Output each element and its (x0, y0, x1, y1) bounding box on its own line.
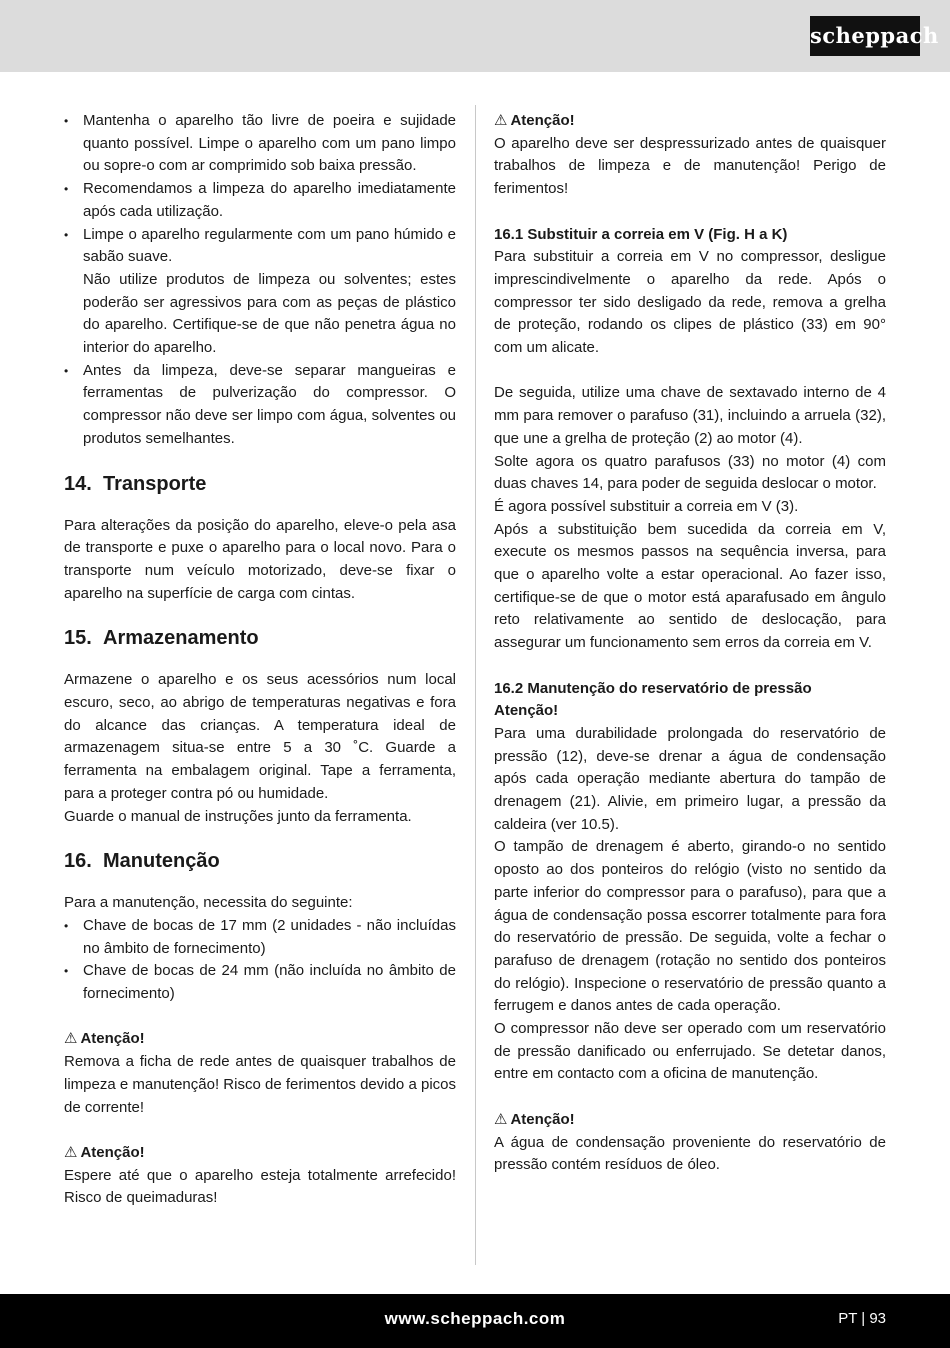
subsection-heading-tank: 16.2 Manutenção do reservatório de pressão (494, 679, 812, 697)
right-column (494, 110, 886, 1177)
vbelt-paragraph: É agora possível substituir a correia em V (3). (494, 497, 799, 515)
section-heading-storage (64, 625, 456, 651)
warning-text: Espere até que o aparelho esteja totalmente arrefecido! Risco de queimaduras! (64, 1166, 456, 1207)
page-number: PT | 93 (838, 1310, 886, 1327)
section-title: Armazenamento (103, 627, 259, 650)
maintenance-intro: Para a manutenção, necessita do seguinte: (64, 894, 353, 912)
subsection-heading-vbelt: 16.1 Substituir a correia em V (Fig. H a K) (494, 225, 788, 243)
warning-label: Atenção! (510, 1110, 575, 1128)
warning-heading (494, 1109, 886, 1132)
tank-paragraph: Para uma durabilidade prolongada do reservatório de pressão (12), deve-se drenar a água de condensação após cada operação mediante abertura do tampão de drenagem (21). Alivie, em primeiro lugar, a pressão da caldeira (ver 10.5). (494, 724, 886, 833)
warning-triangle-icon: ⚠ (64, 1143, 78, 1161)
section-number: 16. (64, 850, 92, 873)
section-heading-transport (64, 471, 456, 497)
warning-heading (494, 110, 886, 133)
section-number: 15. (64, 627, 92, 650)
storage-text: Armazene o aparelho e os seus acessórios num local escuro, seco, ao abrigo de temperaturas negativas e fora do alcance das crianças. A temperatura ideal de armazenagem situa-se entre 5 a 30 ˚C. Guarde a ferramenta na embalagem original. Tape a ferramenta, para a proteger contra pó ou humidade. (64, 671, 456, 802)
warning-label: Atenção! (494, 702, 559, 720)
cleaning-bullets-last (64, 360, 456, 451)
footer-url[interactable]: www.scheppach.com (384, 1309, 566, 1328)
storage-text-2: Guarde o manual de instruções junto da ferramenta. (64, 807, 412, 825)
vbelt-paragraph: Após a substituição bem sucedida da correia em V, execute os mesmos passos na sequência inversa, para que o aparelho volte a estar operacional. Ao fazer isso, certifique-se de que o motor está aparafusado em ângulo reto relativamente ao sentido de deslocação, para assegurar um funcionamento sem erros da correia em V. (494, 520, 886, 652)
warning-label: Atenção! (80, 1143, 145, 1161)
vbelt-paragraph: Solte agora os quatro parafusos (33) no motor (4) com duas chaves 14, para poder de seguida deslocar o motor. (494, 452, 886, 493)
section-heading-maintenance (64, 848, 456, 874)
warning-heading (64, 1142, 456, 1165)
tools-bullets (64, 915, 456, 1006)
header-band (0, 0, 950, 72)
section-title: Manutenção (103, 850, 220, 873)
warning-triangle-icon: ⚠ (64, 1030, 78, 1048)
warning-text: O aparelho deve ser despressurizado antes de quaisquer trabalhos de limpeza e de manutenção! Perigo de ferimentos! (494, 134, 886, 198)
list-item: • Recomendamos a limpeza do aparelho imediatamente após cada utilização. (64, 178, 456, 223)
left-column (64, 110, 456, 1210)
list-item: • Mantenha o aparelho tão livre de poeira e sujidade quanto possível. Limpe o aparelho com um pano limpo ou sopre-o com ar comprimido sob baixa pressão. (64, 110, 456, 178)
vbelt-paragraph: De seguida, utilize uma chave de sextavado interno de 4 mm para remover o parafuso (31), incluindo a arruela (32), que une a grelha de proteção (2) ao motor (4). (494, 384, 886, 447)
vbelt-paragraph: Para substituir a correia em V no compressor, desligue imprescindivelmente o aparelho da rede. Após o compressor ter sido desligado da rede, remova a grelha de proteção, rodando os clipes de plástico (33) em 90° com um alicate. (494, 248, 886, 357)
section-number: 14. (64, 472, 92, 495)
warning-triangle-icon: ⚠ (494, 1110, 508, 1128)
warning-heading (64, 1028, 456, 1051)
transport-text: Para alterações da posição do aparelho, eleve-o pela asa de transporte e puxe o aparelho para o local novo. Para o transporte num veículo motorizado, deve-se fixar o aparelho na superfície de carga com cintas. (64, 516, 456, 602)
section-title: Transporte (103, 472, 207, 495)
tank-paragraph: O compressor não deve ser operado com um reservatório de pressão danificado ou enferrujado. Se detetar danos, entre em contacto com a oficina de manutenção. (494, 1020, 886, 1083)
warning-label: Atenção! (510, 112, 575, 129)
warning-text: Remova a ficha de rede antes de quaisquer trabalhos de limpeza e manutenção! Risco de ferimentos devido a picos de corrente! (64, 1053, 456, 1116)
list-item: • Chave de bocas de 17 mm (2 unidades - não incluídas no âmbito de fornecimento) (64, 915, 456, 960)
brand-logo: scheppach (810, 16, 920, 56)
warning-label: Atenção! (80, 1030, 145, 1048)
column-divider (475, 105, 476, 1265)
warning-text: A água de condensação proveniente do reservatório de pressão contém resíduos de óleo. (494, 1133, 886, 1174)
list-item: • Limpe o aparelho regularmente com um pano húmido e sabão suave. (64, 224, 456, 269)
list-item: • Chave de bocas de 24 mm (não incluída no âmbito de fornecimento) (64, 960, 456, 1005)
list-item: • Antes da limpeza, deve-se separar mangueiras e ferramentas de pulverização do compressor. O compressor não deve ser limpo com água, solventes ou produtos semelhantes. (64, 360, 456, 451)
warning-triangle-icon: ⚠ (494, 112, 508, 129)
footer-bar (0, 1294, 950, 1348)
tank-paragraph: O tampão de drenagem é aberto, girando-o no sentido oposto ao dos ponteiros do relógio (visto no sentido da parte inferior do compressor para o parafuso), para que a água de condensação possa escorrer totalmente para fora do reservatório de pressão. De seguida, volte a fechar o parafuso de drenagem (rotação no sentido dos ponteiros do relógio). Inspecione o reservatório de pressão quanto a ferrugem e danos antes de cada operação. (494, 838, 886, 1015)
cleaning-bullets (64, 110, 456, 269)
indent-paragraph: Não utilize produtos de limpeza ou solventes; estes poderão ser agressivos para com as peças de plástico do aparelho. Certifique-se de que não penetra água no interior do aparelho. (83, 270, 456, 357)
